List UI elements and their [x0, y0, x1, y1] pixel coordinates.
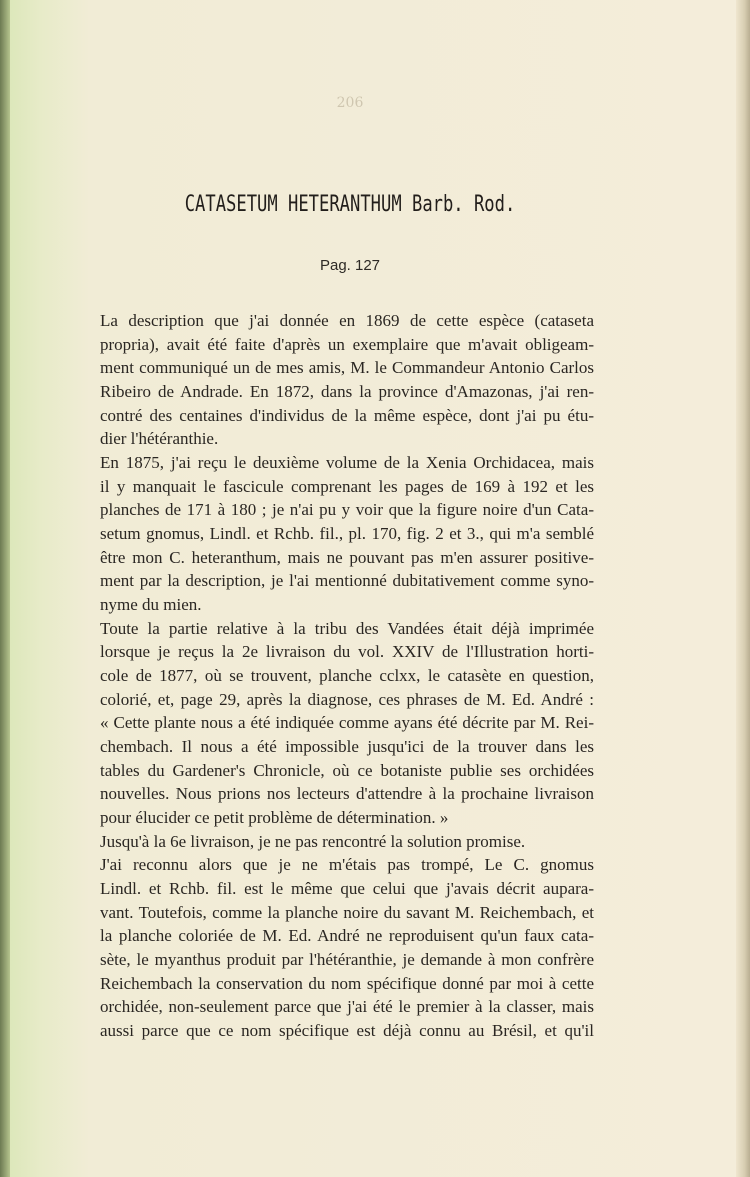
body-text — [100, 309, 594, 1043]
text-line: La description que j'ai donnée en 1869 de cette espèce (cataseta — [100, 311, 594, 330]
text-line: il y manquait le fascicule comprenant les pages de 169 à 192 et les — [100, 476, 594, 496]
text-line: Toute la partie relative à la tribu des Vandées était déjà imprimée — [100, 618, 594, 638]
text-line: « Cette plante nous a été indiquée comme ayans été décrite par M. Rei- — [100, 713, 594, 733]
text-line: En 1875, j'ai reçu le deuxième volume de la Xenia Orchidacea, mais — [100, 453, 594, 473]
text-line: dier l'hétéranthie. — [100, 429, 219, 449]
book-spine-shadow — [0, 0, 10, 1177]
text-line: Ribeiro de Andrade. En 1872, dans la province d'Amazonas, j'ai ren- — [100, 382, 594, 402]
text-line: nouvelles. Nous prions nos lecteurs d'attendre à la prochaine livraison — [100, 784, 594, 804]
text-line: lorsque je reçus la 2e livraison du vol. XXIV de l'Illustration horti- — [100, 642, 594, 662]
text-line: contré des centaines d'individus de la même espèce, dont j'ai pu étu- — [100, 405, 594, 425]
page-edge — [736, 0, 750, 1177]
text-line: être mon C. heteranthum, mais ne pouvant pas m'en assurer positive- — [100, 547, 594, 567]
text-line: aussi parce que ce nom spécifique est déjà connu au Brésil, et qu'il — [100, 1021, 594, 1041]
text-line: setum gnomus, Lindl. et Rchb. fil., pl. 170, fig. 2 et 3., qui m'a semblé — [100, 524, 594, 544]
text-line: planches de 171 à 180 ; je n'ai pu y voir que la figure noire d'un Cata- — [100, 500, 594, 520]
text-line: chembach. Il nous a été impossible jusqu'ici de la trouver dans les — [100, 737, 594, 757]
text-line: la planche coloriée de M. Ed. André ne reproduisent qu'un faux cata- — [100, 926, 594, 946]
text-line: Reichembach la conservation du nom spécifique donné par moi à cette — [100, 973, 594, 993]
text-line: Jusqu'à la 6e livraison, je ne pas rencontré la solution promise. — [100, 831, 526, 851]
text-line: cole de 1877, où se trouvent, planche cclxx, le catasète en question, — [100, 666, 594, 686]
text-line: ment par la description, je l'ai mentionné dubitativement comme syno- — [100, 571, 594, 591]
text-line: Lindl. et Rchb. fil. est le même que celui que j'avais décrit aupara- — [100, 879, 594, 899]
text-line: propria), avait été faite d'après un exemplaire que m'avait obligeam- — [100, 334, 594, 354]
text-line: J'ai reconnu alors que je ne m'étais pas trompé, Le C. gnomus — [100, 855, 594, 875]
text-line: vant. Toutefois, comme la planche noire du savant M. Reichembach, et — [100, 902, 594, 922]
page-title: CATASETUM HETERANTHUM Barb. Rod. — [184, 192, 516, 217]
page-reference: Pag. 127 — [319, 257, 381, 274]
text-line: colorié, et, page 29, après la diagnose, ces phrases de M. Ed. André : — [100, 689, 594, 709]
text-line: ment communiqué un de mes amis, M. le Commandeur Antonio Carlos — [100, 358, 594, 378]
text-line: tables du Gardener's Chronicle, où ce botaniste publie ses orchidées — [100, 760, 594, 780]
page-number: 206 — [336, 95, 364, 111]
text-line: orchidée, non-seulement parce que j'ai été le premier à la classer, mais — [100, 997, 594, 1017]
text-line: pour élucider ce petit problème de détermination. » — [100, 808, 449, 828]
text-line: nyme du mien. — [100, 595, 202, 615]
text-line: sète, le myanthus produit par l'hétéranthie, je demande à mon confrère — [100, 950, 594, 970]
